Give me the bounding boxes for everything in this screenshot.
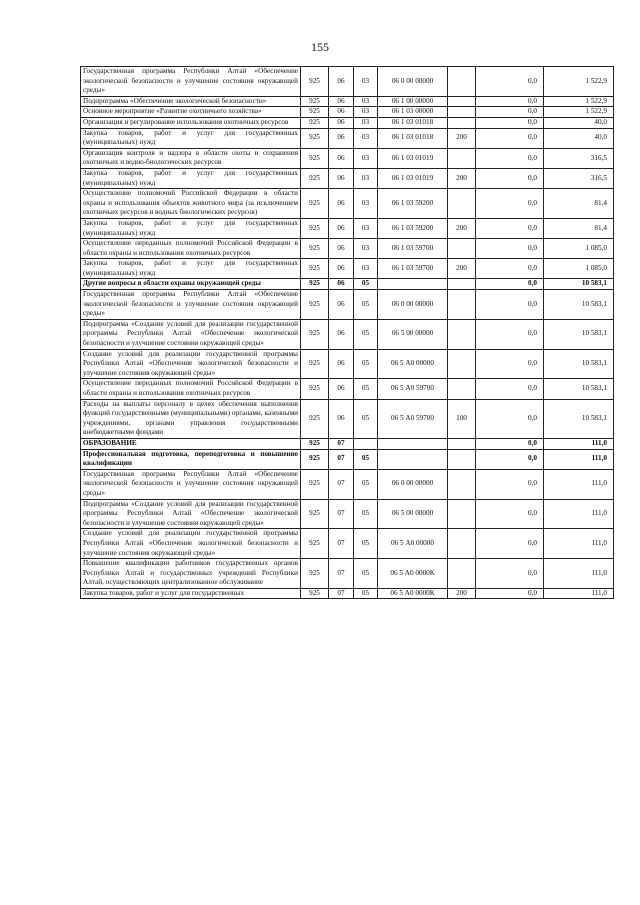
amount-2: 10 583,1 — [544, 399, 614, 438]
section-code: 06 — [329, 319, 354, 349]
table-row — [81, 279, 614, 290]
table-row — [81, 529, 614, 559]
expense-type-code — [448, 189, 476, 219]
amount-2: 111,0 — [544, 449, 614, 469]
budget-table — [80, 66, 614, 599]
ministry-code: 925 — [301, 449, 329, 469]
subsection-code: 03 — [354, 259, 378, 279]
expense-type-code — [448, 148, 476, 168]
row-name: Организация контроля и надзора в области охоты и сохранения охотничьих и водно-биологических ресурсов — [81, 148, 301, 168]
amount-2: 1 085,0 — [544, 259, 614, 279]
amount-1: 0,0 — [476, 189, 544, 219]
table-row — [81, 168, 614, 188]
ministry-code: 925 — [301, 239, 329, 259]
table-row — [81, 588, 614, 599]
subsection-code: 05 — [354, 319, 378, 349]
expense-type-code — [448, 67, 476, 97]
subsection-code: 03 — [354, 189, 378, 219]
target-article-code: 06 5 А0 59700 — [378, 379, 448, 399]
row-name: Осуществление полномочий Российской Федерации в области охраны и использования объектов животного мира (за исключением охотничьих ресурсов и водных биологических ресурсов) — [81, 189, 301, 219]
amount-1: 0,0 — [476, 96, 544, 107]
amount-2: 1 522,9 — [544, 107, 614, 118]
row-name: Закупка товаров, работ и услуг для государственных (муниципальных) нужд — [81, 218, 301, 238]
expense-type-code — [448, 319, 476, 349]
amount-2: 1 522,9 — [544, 96, 614, 107]
row-name: Профессиональная подготовка, переподготовка и повышение квалификации — [81, 449, 301, 469]
row-name: Другие вопросы в области охраны окружающей среды — [81, 279, 301, 290]
amount-1: 0,0 — [476, 259, 544, 279]
target-article-code: 06 5 А0 00000 — [378, 529, 448, 559]
section-code: 06 — [329, 107, 354, 118]
target-article-code: 06 1 03 01019 — [378, 148, 448, 168]
amount-1: 0,0 — [476, 438, 544, 449]
amount-2: 40,0 — [544, 117, 614, 128]
amount-2: 10 583,1 — [544, 290, 614, 320]
amount-2: 111,0 — [544, 499, 614, 529]
expense-type-code — [448, 529, 476, 559]
amount-1: 0,0 — [476, 290, 544, 320]
row-name: Организация и регулирование использования охотничьих ресурсов — [81, 117, 301, 128]
target-article-code: 06 1 03 59200 — [378, 218, 448, 238]
amount-1: 0,0 — [476, 499, 544, 529]
expense-type-code — [448, 290, 476, 320]
amount-1: 0,0 — [476, 168, 544, 188]
subsection-code: 03 — [354, 168, 378, 188]
target-article-code: 06 1 03 01018 — [378, 128, 448, 148]
expense-type-code: 100 — [448, 399, 476, 438]
table-row — [81, 218, 614, 238]
subsection-code: 03 — [354, 128, 378, 148]
section-code: 06 — [329, 128, 354, 148]
subsection-code: 05 — [354, 379, 378, 399]
amount-2: 40,0 — [544, 128, 614, 148]
expense-type-code — [448, 279, 476, 290]
expense-type-code — [448, 499, 476, 529]
expense-type-code: 200 — [448, 218, 476, 238]
table-row — [81, 399, 614, 438]
page-number: 155 — [311, 40, 329, 54]
subsection-code: 03 — [354, 117, 378, 128]
section-code: 06 — [329, 218, 354, 238]
subsection-code: 05 — [354, 279, 378, 290]
target-article-code: 06 1 00 00000 — [378, 96, 448, 107]
row-name: Подпрограмма «Создание условий для реализации государственной программы Республики Алтай «Обеспечение экологической безопасности и улучшение состояния окружающей среды» — [81, 319, 301, 349]
ministry-code: 925 — [301, 259, 329, 279]
subsection-code: 05 — [354, 529, 378, 559]
amount-1: 0,0 — [476, 117, 544, 128]
amount-1: 0,0 — [476, 559, 544, 589]
target-article-code: 06 5 А0 0000К — [378, 588, 448, 599]
expense-type-code — [448, 107, 476, 118]
target-article-code: 06 1 03 00000 — [378, 107, 448, 118]
target-article-code: 06 0 00 00000 — [378, 469, 448, 499]
target-article-code: 06 1 03 59200 — [378, 189, 448, 219]
section-code: 07 — [329, 559, 354, 589]
ministry-code: 925 — [301, 96, 329, 107]
row-name: ОБРАЗОВАНИЕ — [81, 438, 301, 449]
expense-type-code: 200 — [448, 128, 476, 148]
amount-2: 111,0 — [544, 529, 614, 559]
amount-2: 1 085,0 — [544, 239, 614, 259]
amount-2: 111,0 — [544, 438, 614, 449]
row-name: Основное мероприятие «Развитие охотничьего хозяйства» — [81, 107, 301, 118]
amount-1: 0,0 — [476, 67, 544, 97]
amount-1: 0,0 — [476, 128, 544, 148]
amount-1: 0,0 — [476, 279, 544, 290]
target-article-code: 06 5 00 00000 — [378, 499, 448, 529]
section-code: 07 — [329, 438, 354, 449]
subsection-code: 03 — [354, 67, 378, 97]
expense-type-code — [448, 438, 476, 449]
target-article-code: 06 1 03 59700 — [378, 239, 448, 259]
table-row — [81, 189, 614, 219]
subsection-code: 05 — [354, 290, 378, 320]
target-article-code — [378, 449, 448, 469]
table-row — [81, 96, 614, 107]
table-row — [81, 469, 614, 499]
ministry-code: 925 — [301, 588, 329, 599]
row-name: Повышение квалификации работников государственных органов Республики Алтай и государственных учреждений Республики Алтай, осуществляющих централизованное обслуживание — [81, 559, 301, 589]
ministry-code: 925 — [301, 499, 329, 529]
row-name: Осуществление переданных полномочий Российской Федерации в области охраны и использования охотничьих ресурсов — [81, 239, 301, 259]
amount-2: 111,0 — [544, 559, 614, 589]
target-article-code: 06 1 03 01018 — [378, 117, 448, 128]
subsection-code: 03 — [354, 148, 378, 168]
subsection-code: 05 — [354, 469, 378, 499]
subsection-code — [354, 438, 378, 449]
row-name: Государственная программа Республики Алтай «Обеспечение экологической безопасности и улучшение состояния окружающей среды» — [81, 469, 301, 499]
table-row — [81, 148, 614, 168]
ministry-code: 925 — [301, 67, 329, 97]
section-code: 06 — [329, 239, 354, 259]
ministry-code: 925 — [301, 148, 329, 168]
target-article-code — [378, 279, 448, 290]
amount-1: 0,0 — [476, 529, 544, 559]
expense-type-code — [448, 349, 476, 379]
subsection-code: 05 — [354, 399, 378, 438]
table-row — [81, 128, 614, 148]
amount-2: 10 583,1 — [544, 379, 614, 399]
section-code: 06 — [329, 117, 354, 128]
expense-type-code — [448, 559, 476, 589]
expense-type-code — [448, 379, 476, 399]
ministry-code: 925 — [301, 218, 329, 238]
section-code: 06 — [329, 349, 354, 379]
target-article-code: 06 0 00 00000 — [378, 67, 448, 97]
row-name: Закупка товаров, работ и услуг для государственных (муниципальных) нужд — [81, 259, 301, 279]
ministry-code: 925 — [301, 379, 329, 399]
amount-1: 0,0 — [476, 107, 544, 118]
ministry-code: 925 — [301, 438, 329, 449]
amount-2: 81,4 — [544, 218, 614, 238]
table-row — [81, 449, 614, 469]
ministry-code: 925 — [301, 529, 329, 559]
table-row — [81, 499, 614, 529]
ministry-code: 925 — [301, 559, 329, 589]
table-row — [81, 259, 614, 279]
section-code: 07 — [329, 499, 354, 529]
ministry-code: 925 — [301, 469, 329, 499]
amount-1: 0,0 — [476, 469, 544, 499]
target-article-code: 06 5 А0 00000 — [378, 349, 448, 379]
section-code: 07 — [329, 469, 354, 499]
amount-2: 1 522,9 — [544, 67, 614, 97]
section-code: 06 — [329, 148, 354, 168]
amount-2: 81,4 — [544, 189, 614, 219]
table-row — [81, 559, 614, 589]
subsection-code: 05 — [354, 559, 378, 589]
table-row — [81, 107, 614, 118]
subsection-code: 03 — [354, 107, 378, 118]
ministry-code: 925 — [301, 279, 329, 290]
expense-type-code — [448, 469, 476, 499]
amount-1: 0,0 — [476, 148, 544, 168]
amount-1: 0,0 — [476, 319, 544, 349]
amount-2: 111,0 — [544, 469, 614, 499]
table-row — [81, 117, 614, 128]
amount-1: 0,0 — [476, 218, 544, 238]
expense-type-code — [448, 449, 476, 469]
row-name: Закупка товаров, работ и услуг для государственных (муниципальных) нужд — [81, 168, 301, 188]
amount-1: 0,0 — [476, 379, 544, 399]
target-article-code: 06 5 А0 59700 — [378, 399, 448, 438]
ministry-code: 925 — [301, 189, 329, 219]
target-article-code: 06 5 А0 0000К — [378, 559, 448, 589]
row-name: Подпрограмма «Обеспечение экологической безопасности» — [81, 96, 301, 107]
subsection-code: 05 — [354, 499, 378, 529]
amount-1: 0,0 — [476, 239, 544, 259]
expense-type-code: 200 — [448, 259, 476, 279]
section-code: 06 — [329, 67, 354, 97]
table-row — [81, 290, 614, 320]
ministry-code: 925 — [301, 349, 329, 379]
target-article-code — [378, 438, 448, 449]
row-name: Государственная программа Республики Алтай «Обеспечение экологической безопасности и улучшение состояния окружающей среды» — [81, 290, 301, 320]
row-name: Осуществление переданных полномочий Российской Федерации в области охраны и использования охотничьих ресурсов — [81, 379, 301, 399]
section-code: 06 — [329, 189, 354, 219]
ministry-code: 925 — [301, 290, 329, 320]
section-code: 07 — [329, 529, 354, 559]
table-row — [81, 319, 614, 349]
amount-2: 111,0 — [544, 588, 614, 599]
row-name: Подпрограмма «Создание условий для реализации государственной программы Республики Алтай «Обеспечение экологической безопасности и улучшение состояния окружающей среды» — [81, 499, 301, 529]
section-code: 07 — [329, 449, 354, 469]
target-article-code: 06 1 03 01019 — [378, 168, 448, 188]
row-name: Закупка товаров, работ и услуг для государственных (муниципальных) нужд — [81, 128, 301, 148]
amount-1: 0,0 — [476, 449, 544, 469]
row-name: Создание условий для реализации государственной программы Республики Алтай «Обеспечение экологической безопасности и улучшение состояния окружающей среды» — [81, 529, 301, 559]
amount-1: 0,0 — [476, 588, 544, 599]
section-code: 06 — [329, 168, 354, 188]
section-code: 07 — [329, 588, 354, 599]
table-row — [81, 349, 614, 379]
expense-type-code: 200 — [448, 168, 476, 188]
subsection-code: 03 — [354, 239, 378, 259]
expense-type-code — [448, 239, 476, 259]
ministry-code: 925 — [301, 399, 329, 438]
table-row — [81, 438, 614, 449]
target-article-code: 06 1 03 59700 — [378, 259, 448, 279]
subsection-code: 05 — [354, 449, 378, 469]
ministry-code: 925 — [301, 168, 329, 188]
subsection-code: 03 — [354, 96, 378, 107]
section-code: 06 — [329, 399, 354, 438]
section-code: 06 — [329, 379, 354, 399]
section-code: 06 — [329, 96, 354, 107]
expense-type-code — [448, 117, 476, 128]
section-code: 06 — [329, 259, 354, 279]
row-name: Создание условий для реализации государственной программы Республики Алтай «Обеспечение экологической безопасности и улучшение состояния окружающей среды» — [81, 349, 301, 379]
amount-2: 10 583,1 — [544, 319, 614, 349]
row-name: Государственная программа Республики Алтай «Обеспечение экологической безопасности и улучшение состояния окружающей среды» — [81, 67, 301, 97]
subsection-code: 05 — [354, 349, 378, 379]
table-row — [81, 67, 614, 97]
expense-type-code — [448, 96, 476, 107]
amount-2: 316,5 — [544, 148, 614, 168]
amount-2: 10 583,1 — [544, 349, 614, 379]
target-article-code: 06 5 00 00000 — [378, 319, 448, 349]
ministry-code: 925 — [301, 128, 329, 148]
ministry-code: 925 — [301, 319, 329, 349]
amount-1: 0,0 — [476, 349, 544, 379]
table-row — [81, 239, 614, 259]
section-code: 06 — [329, 290, 354, 320]
subsection-code: 03 — [354, 218, 378, 238]
amount-2: 316,5 — [544, 168, 614, 188]
target-article-code: 06 0 00 00000 — [378, 290, 448, 320]
section-code: 06 — [329, 279, 354, 290]
row-name: Расходы на выплаты персоналу в целях обеспечения выполнения функций государственными (муниципальными) органами, казенными учреждениями, органами управления государственными внебюджетными фондами — [81, 399, 301, 438]
ministry-code: 925 — [301, 107, 329, 118]
subsection-code: 05 — [354, 588, 378, 599]
row-name: Закупка товаров, работ и услуг для государственных — [81, 588, 301, 599]
ministry-code: 925 — [301, 117, 329, 128]
amount-2: 10 583,1 — [544, 279, 614, 290]
expense-type-code: 200 — [448, 588, 476, 599]
table-row — [81, 379, 614, 399]
amount-1: 0,0 — [476, 399, 544, 438]
